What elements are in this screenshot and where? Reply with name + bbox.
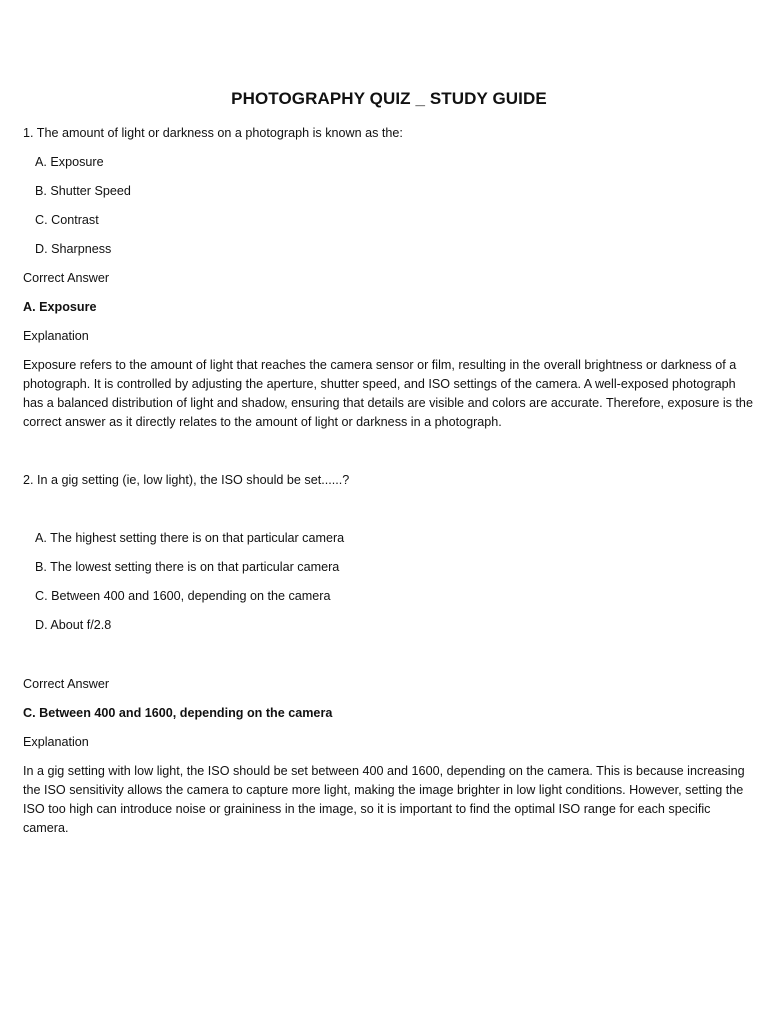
question-1-option-c: C. Contrast	[35, 213, 99, 227]
question-1-correct-answer: A. Exposure	[23, 300, 97, 314]
page-title: PHOTOGRAPHY QUIZ _ STUDY GUIDE	[231, 89, 547, 108]
question-2-option-b: B. The lowest setting there is on that particular camera	[35, 560, 340, 574]
question-2-correct-label: Correct Answer	[23, 677, 110, 691]
question-2-correct-answer: C. Between 400 and 1600, depending on the camera	[23, 706, 333, 720]
question-2-explanation-label: Explanation	[23, 735, 89, 749]
question-1-prompt: 1. The amount of light or darkness on a photograph is known as the:	[23, 126, 403, 140]
question-2-explanation: In a gig setting with low light, the ISO should be set between 400 and 1600, depending on the camera. This is because increasing the ISO sensitivity allows the camera to capture more light, making the image brighter in low light conditions. However, setting the ISO too high can introduce noise or graininess in the image, so it is important to find the optimal ISO range for each specific camera.	[23, 764, 745, 835]
question-1-explanation: Exposure refers to the amount of light that reaches the camera sensor or film, resulting in the overall brightness or darkness of a photograph. It is controlled by adjusting the aperture, shutter speed, and ISO settings of the camera. A well-exposed photograph has a balanced distribution of light and shadow, ensuring that details are visible and colors are accurate. Therefore, exposure is the correct answer as it directly relates to the amount of light or darkness in a photograph.	[23, 358, 753, 429]
question-1-option-d: D. Sharpness	[35, 242, 112, 256]
question-1-correct-label: Correct Answer	[23, 271, 110, 285]
question-1-option-a: A. Exposure	[35, 155, 104, 169]
question-2-option-d: D. About f/2.8	[35, 618, 112, 632]
question-1-option-b: B. Shutter Speed	[35, 184, 131, 198]
question-1-explanation-label: Explanation	[23, 329, 89, 343]
question-2-option-a: A. The highest setting there is on that particular camera	[35, 531, 345, 545]
question-2-prompt: 2. In a gig setting (ie, low light), the ISO should be set......?	[23, 473, 350, 487]
question-2-option-c: C. Between 400 and 1600, depending on the camera	[35, 589, 331, 603]
